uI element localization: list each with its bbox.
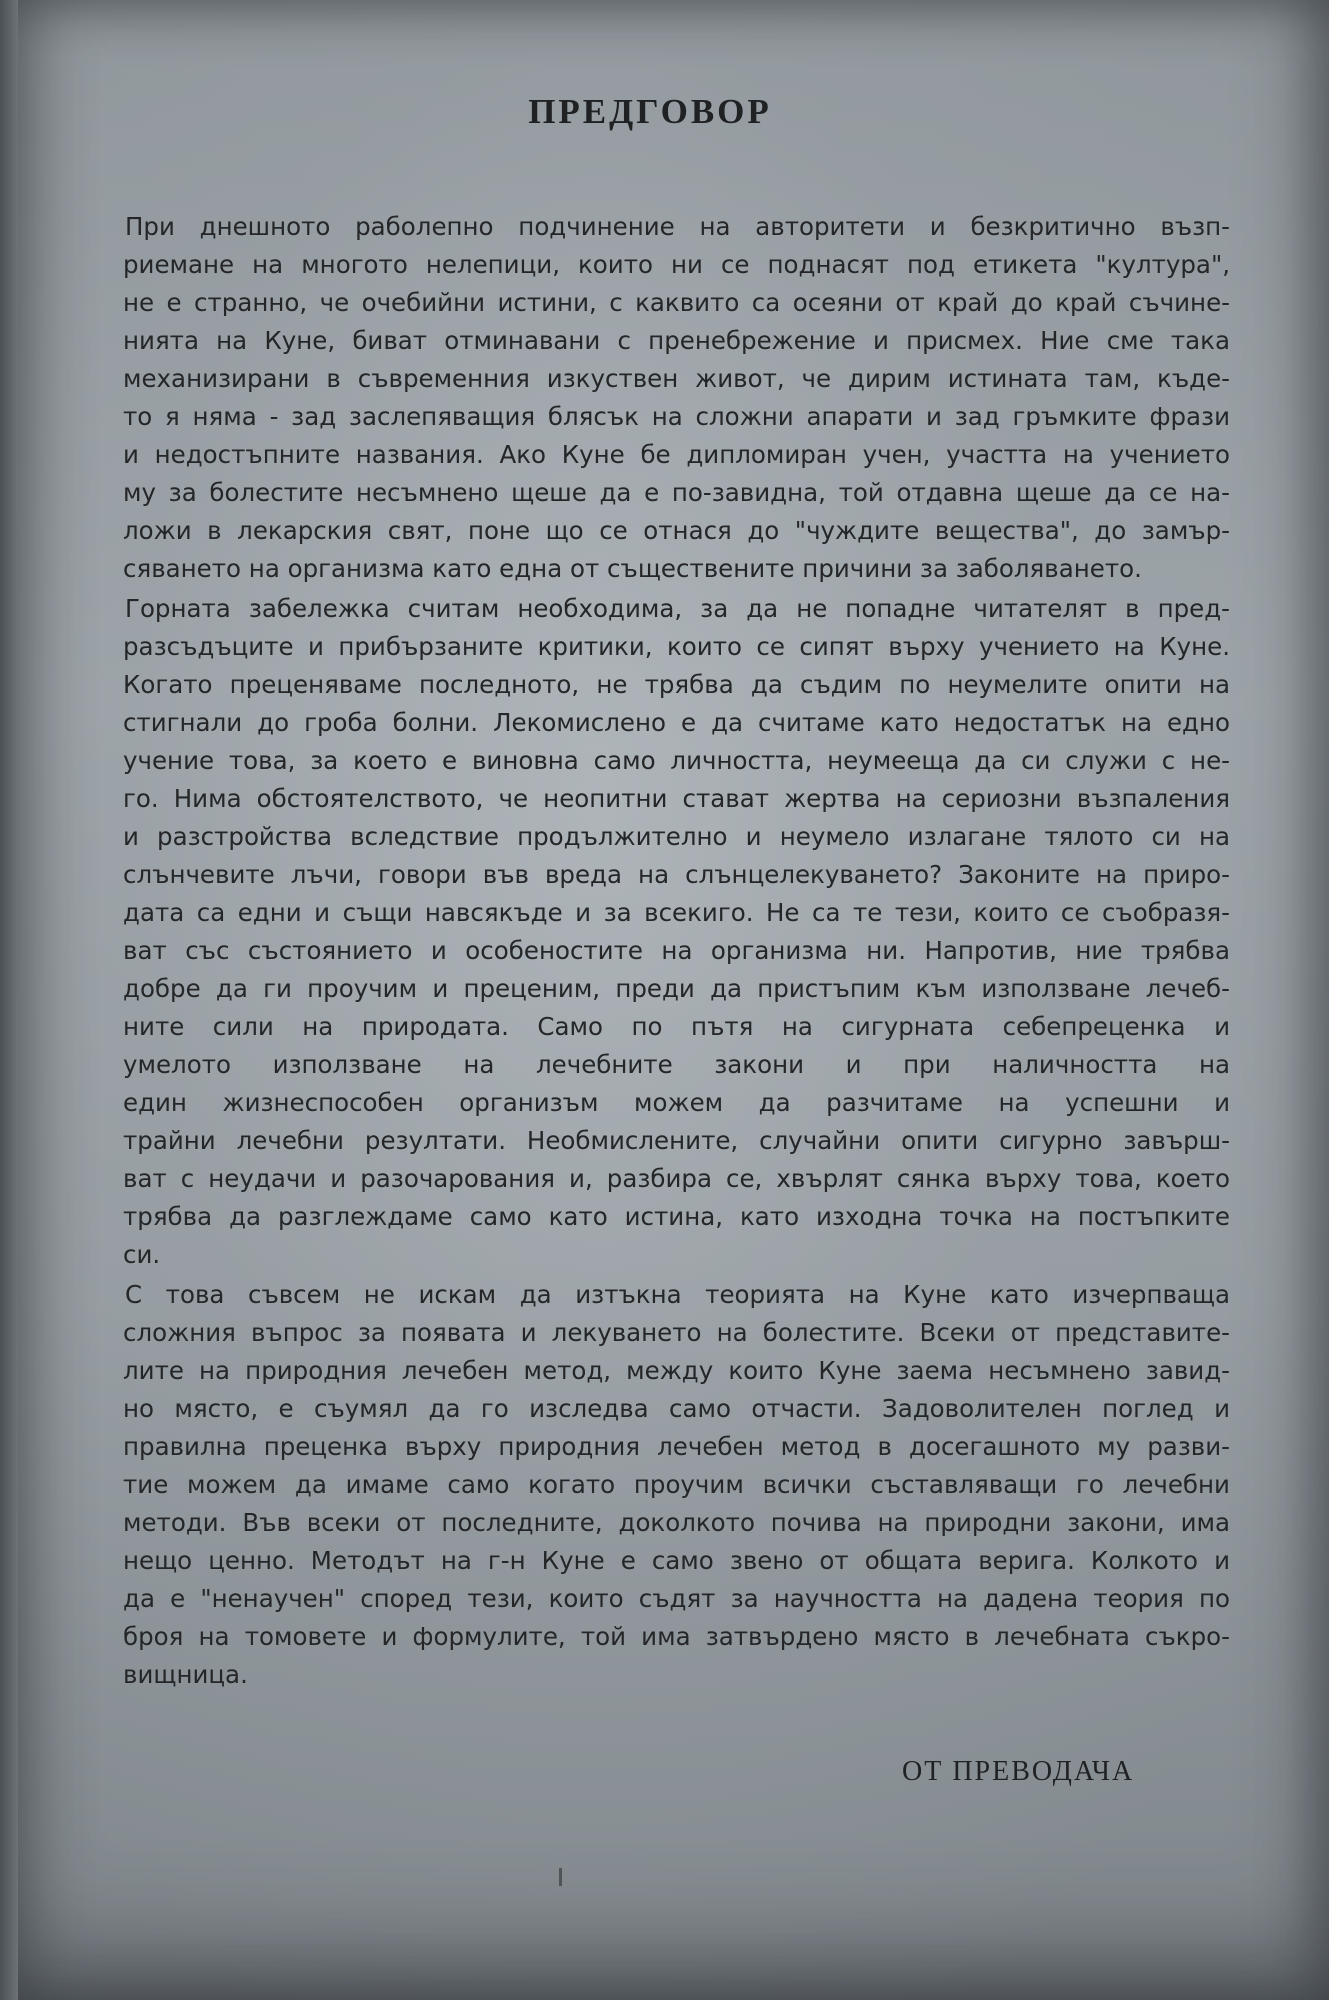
text-line: риемане на многото нелепици, които ни се поднасят под етикета "култура", <box>123 250 1230 279</box>
text-line: Горната забележка считам необходима, за да не попадне читателят в пред- <box>125 594 1230 623</box>
paragraph-1 <box>123 208 1230 588</box>
text-line: механизирани в съвременния изкуствен живот, че дирим истината там, къде- <box>123 364 1230 393</box>
text-line: нията на Куне, биват отминавани с пренебрежение и присмех. Ние сме така <box>123 326 1230 355</box>
text-line: методи. Във всеки от последните, доколкото почива на природни закони, има <box>123 1508 1230 1537</box>
text-line: умелото използване на лечебните закони и при наличността на <box>123 1050 1230 1079</box>
text-line: нещо ценно. Методът на г-н Куне е само звено от общата верига. Колкото и <box>123 1546 1230 1575</box>
paragraph-2 <box>123 590 1230 1274</box>
text-line: дата са едни и същи навсякъде и за всекиго. Не са те тези, които се съобразя- <box>123 898 1230 927</box>
text-line: стигнали до гроба болни. Лекомислено е да считаме като недостатък на едно <box>123 708 1230 737</box>
text-line: ват с неудачи и разочарования и, разбира се, хвърлят сянка върху това, което <box>123 1164 1230 1193</box>
signature-translator: ОТ ПРЕВОДАЧА <box>902 1756 1135 1787</box>
text-line: С това съвсем не искам да изтъкна теорията на Куне като изчерпваща <box>125 1280 1230 1309</box>
text-line: сложния въпрос за появата и лекуването на болестите. Всеки от представите- <box>123 1318 1230 1347</box>
text-line: При днешното раболепно подчинение на авторитети и безкритично възп- <box>125 212 1230 241</box>
text-line: трябва да разглеждаме само като истина, като изходна точка на постъпките <box>123 1202 1230 1231</box>
text-line: един жизнеспособен организъм можем да разчитаме на успешни и <box>123 1088 1230 1117</box>
text-line: си. <box>123 1240 161 1269</box>
text-line: сяването на организма като една от съществените причини за заболяването. <box>123 554 1142 583</box>
text-line: го. Нима обстоятелството, че неопитни стават жертва на сериозни възпаления <box>123 784 1230 813</box>
text-line: броя на томовете и формулите, той има затвърдено място в лечебната съкро- <box>123 1622 1230 1651</box>
text-line: ват със състоянието и особеностите на организма ни. Напротив, ние трябва <box>123 936 1230 965</box>
text-line: добре да ги проучим и преценим, преди да пристъпим към използване лечеб- <box>123 974 1230 1003</box>
text-line: но място, е съумял да го изследва само отчасти. Задоволителен поглед и <box>123 1394 1230 1423</box>
text-line: правилна преценка върху природния лечебен метод в досегашното му разви- <box>123 1432 1230 1461</box>
text-line: ните сили на природата. Само по пътя на сигурната себепреценка и <box>123 1012 1230 1041</box>
text-line: ложи в лекарския свят, поне що се отнася до "чуждите вещества", до замър- <box>123 516 1230 545</box>
text-line: слънчевите лъчи, говори във вреда на слънцелекуването? Законите на приро- <box>123 860 1230 889</box>
text-line: и недостъпните названия. Ако Куне бе дипломиран учен, участта на учението <box>123 440 1230 469</box>
text-line: то я няма - зад заслепяващия блясък на сложни апарати и зад гръмките фрази <box>123 402 1230 431</box>
text-line: разсъдъците и прибързаните критики, които се сипят върху учението на Куне. <box>123 632 1230 661</box>
page-mark <box>559 1868 562 1886</box>
text-line: учение това, за което е виновна само личността, неумееща да си служи с не- <box>123 746 1230 775</box>
page-title: ПРЕДГОВОР <box>528 92 772 131</box>
text-line: тие можем да имаме само когато проучим всички съставляващи го лечебни <box>123 1470 1230 1499</box>
text-line: вищница. <box>123 1660 248 1689</box>
paragraph-3 <box>123 1276 1230 1694</box>
text-line: и разстройства вследствие продължително и неумело излагане тялото си на <box>123 822 1230 851</box>
text-line: трайни лечебни резултати. Необмислените, случайни опити сигурно завърш- <box>123 1126 1230 1155</box>
text-line: да е "ненаучен" според тези, които съдят за научността на дадена теория по <box>123 1584 1230 1613</box>
text-line: Когато преценяваме последното, не трябва да съдим по неумелите опити на <box>123 670 1230 699</box>
page-edge-shadow <box>0 0 18 2000</box>
text-line: лите на природния лечебен метод, между които Куне заема несъмнено завид- <box>123 1356 1230 1385</box>
text-line: му за болестите несъмнено щеше да е по-завидна, той отдавна щеше да се на- <box>123 478 1230 507</box>
text-line: не е странно, че очебийни истини, с каквито са осеяни от край до край съчине- <box>123 288 1230 317</box>
preface-body <box>123 208 1230 1694</box>
